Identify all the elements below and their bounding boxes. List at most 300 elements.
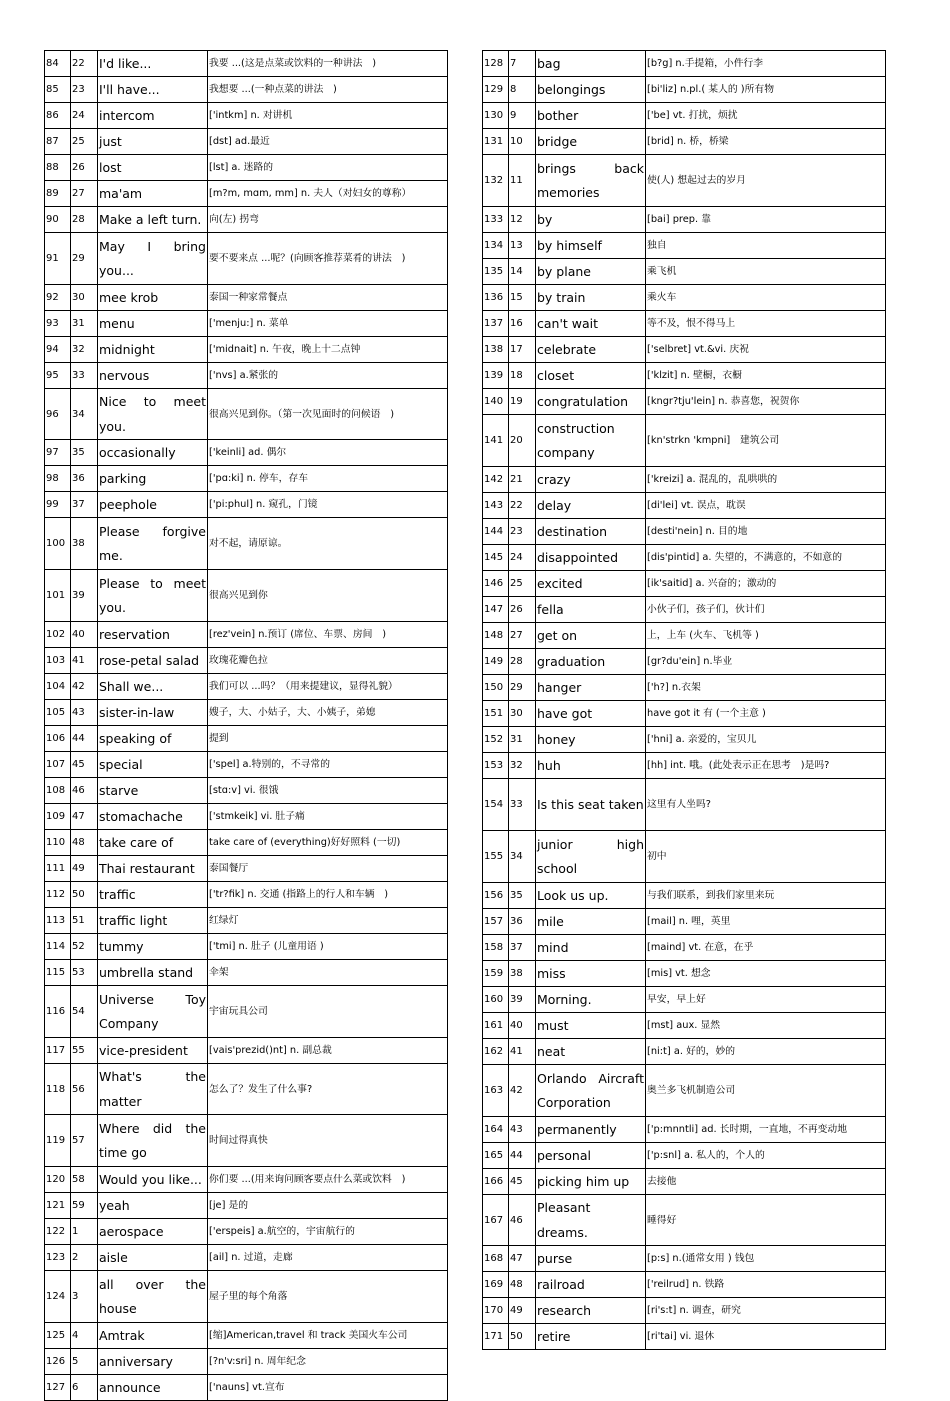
unit-number: 49 [509,1298,536,1324]
vocab-definition: 要不要来点 ...呢？(向顾客推荐菜肴的讲法 ) [208,233,448,285]
vocab-word: bridge [536,129,646,155]
row-number: 84 [45,51,71,77]
vocab-definition: [stɑ:v] vi. 很饿 [208,778,448,804]
vocab-row [483,545,886,571]
vocab-word: midnight [98,337,208,363]
row-number: 130 [483,103,509,129]
vocab-row [483,779,886,831]
vocab-definition: [bi'liz] n.pl.( 某人的 )所有物 [646,77,886,103]
vocab-row [45,856,448,882]
unit-number: 50 [509,1324,536,1350]
vocab-word: umbrella stand [98,960,208,986]
row-number: 131 [483,129,509,155]
vocab-word: retire [536,1324,646,1350]
vocab-word: Morning. [536,987,646,1013]
vocab-definition: 上，上车 (火车、飞机等 ) [646,623,886,649]
vocab-word: graduation [536,649,646,675]
vocab-row [483,1117,886,1143]
vocab-definition: [p:s] n.(通常女用 ) 钱包 [646,1246,886,1272]
row-number: 85 [45,77,71,103]
row-number: 152 [483,727,509,753]
vocab-row [45,726,448,752]
vocab-word: menu [98,311,208,337]
vocab-word: Universe Toy Company [98,986,208,1038]
vocab-definition: [ail] n. 过道，走廊 [208,1245,448,1271]
vocab-definition: 小伙子们，孩子们，伙计们 [646,597,886,623]
row-number: 127 [45,1375,71,1401]
row-number: 138 [483,337,509,363]
vocab-definition: [gr?du'ein] n.毕业 [646,649,886,675]
vocab-row [483,1272,886,1298]
unit-number: 31 [71,311,98,337]
unit-number: 42 [509,1065,536,1117]
row-number: 155 [483,831,509,883]
row-number: 101 [45,570,71,622]
unit-number: 54 [71,986,98,1038]
vocab-definition: ['klzit] n. 壁橱，衣橱 [646,363,886,389]
vocab-row [45,77,448,103]
unit-number: 37 [71,492,98,518]
unit-number: 30 [509,701,536,727]
row-number: 95 [45,363,71,389]
vocab-row [45,622,448,648]
vocab-row [483,51,886,77]
row-number: 119 [45,1115,71,1167]
unit-number: 15 [509,285,536,311]
unit-number: 40 [71,622,98,648]
vocab-definition: ['p:mnntli] ad. 长时期，一直地，不再变动地 [646,1117,886,1143]
unit-number: 9 [509,103,536,129]
vocab-row [45,155,448,181]
row-number: 161 [483,1013,509,1039]
vocab-definition: ['pi:phul] n. 窥孔，门镜 [208,492,448,518]
row-number: 133 [483,207,509,233]
vocab-definition: [maind] vt. 在意，在乎 [646,935,886,961]
row-number: 124 [45,1271,71,1323]
vocab-definition: [desti'nein] n. 目的地 [646,519,886,545]
vocab-row [45,700,448,726]
vocab-word: reservation [98,622,208,648]
vocab-word: celebrate [536,337,646,363]
vocab-word: Look us up. [536,883,646,909]
row-number: 148 [483,623,509,649]
vocab-word: excited [536,571,646,597]
vocab-word: personal [536,1143,646,1169]
vocab-row [483,909,886,935]
vocab-row [483,935,886,961]
vocab-row [45,908,448,934]
row-number: 118 [45,1064,71,1115]
vocab-row [45,804,448,830]
row-number: 100 [45,518,71,570]
row-number: 116 [45,986,71,1038]
vocab-word: Make a left turn. [98,207,208,233]
row-number: 137 [483,311,509,337]
vocab-word: bag [536,51,646,77]
vocab-word: brings back memories [536,155,646,207]
unit-number: 26 [509,597,536,623]
vocab-definition: [brid] n. 桥，桥梁 [646,129,886,155]
vocab-word: Please forgive me. [98,518,208,570]
vocab-word: occasionally [98,440,208,466]
unit-number: 50 [71,882,98,908]
unit-number: 46 [509,1195,536,1246]
row-number: 147 [483,597,509,623]
unit-number: 58 [71,1167,98,1193]
vocab-word: anniversary [98,1349,208,1375]
vocab-row [45,778,448,804]
vocab-word: bother [536,103,646,129]
vocab-row [483,597,886,623]
vocab-definition: ['be] vt. 打扰，烦扰 [646,103,886,129]
unit-number: 7 [509,51,536,77]
row-number: 136 [483,285,509,311]
vocab-definition: 嫂子，大、小姑子，大、小姨子，弟媳 [208,700,448,726]
unit-number: 8 [509,77,536,103]
vocab-definition: ['pɑ:ki] n. 停车，存车 [208,466,448,492]
unit-number: 41 [71,648,98,674]
vocab-definition: [mail] n. 哩，英里 [646,909,886,935]
vocab-definition: 奥兰多飞机制造公司 [646,1065,886,1117]
row-number: 110 [45,830,71,856]
vocab-row [483,103,886,129]
vocab-word: by [536,207,646,233]
vocab-definition: [je] 是的 [208,1193,448,1219]
vocab-definition: [dst] ad.最近 [208,129,448,155]
unit-number: 57 [71,1115,98,1167]
vocab-definition: 使(人) 想起过去的岁月 [646,155,886,207]
row-number: 156 [483,883,509,909]
vocab-definition: 与我们联系，到我们家里来玩 [646,883,886,909]
vocab-row [483,259,886,285]
row-number: 166 [483,1169,509,1195]
row-number: 106 [45,726,71,752]
vocab-word: junior high school [536,831,646,883]
vocab-definition: [dis'pintid] a. 失望的，不满意的，不如意的 [646,545,886,571]
row-number: 163 [483,1065,509,1117]
vocab-definition: 宇宙玩具公司 [208,986,448,1038]
unit-number: 44 [509,1143,536,1169]
vocab-row [45,570,448,622]
unit-number: 23 [71,77,98,103]
row-number: 129 [483,77,509,103]
vocab-word: mee krob [98,285,208,311]
unit-number: 32 [71,337,98,363]
unit-number: 19 [509,389,536,415]
vocab-word: traffic light [98,908,208,934]
row-number: 144 [483,519,509,545]
unit-number: 52 [71,934,98,960]
unit-number: 46 [71,778,98,804]
unit-number: 35 [71,440,98,466]
vocab-word: closet [536,363,646,389]
row-number: 108 [45,778,71,804]
unit-number: 17 [509,337,536,363]
unit-number: 39 [71,570,98,622]
vocab-word: honey [536,727,646,753]
row-number: 107 [45,752,71,778]
unit-number: 36 [509,909,536,935]
unit-number: 22 [71,51,98,77]
row-number: 97 [45,440,71,466]
row-number: 115 [45,960,71,986]
vocab-word: congratulation [536,389,646,415]
unit-number: 45 [509,1169,536,1195]
vocab-row [45,1271,448,1323]
vocab-row [483,1246,886,1272]
vocab-word: I'll have... [98,77,208,103]
unit-number: 38 [509,961,536,987]
vocab-row [45,1064,448,1115]
vocab-definition: 我要 ...(这是点菜或饮料的一种讲法 ) [208,51,448,77]
vocab-definition: [kn'strkn 'kmpni] 建筑公司 [646,415,886,467]
unit-number: 39 [509,987,536,1013]
vocab-word: just [98,129,208,155]
vocab-row [45,882,448,908]
unit-number: 43 [509,1117,536,1143]
vocab-definition: [ri'tai] vi. 退休 [646,1324,886,1350]
row-number: 98 [45,466,71,492]
vocab-definition: ['keinli] ad. 偶尔 [208,440,448,466]
vocab-word: Nice to meet you. [98,389,208,440]
row-number: 104 [45,674,71,700]
row-number: 120 [45,1167,71,1193]
unit-number: 13 [509,233,536,259]
vocab-definition: 时间过得真快 [208,1115,448,1167]
vocab-row [45,1115,448,1167]
vocab-word: all over the house [98,1271,208,1323]
vocab-row [45,1193,448,1219]
vocab-row [483,155,886,207]
row-number: 154 [483,779,509,831]
unit-number: 45 [71,752,98,778]
vocab-word: What's the matter [98,1064,208,1115]
vocab-row [45,389,448,440]
vocab-definition: [缩]American,travel 和 track 美国火车公司 [208,1323,448,1349]
vocab-row [483,1169,886,1195]
row-number: 162 [483,1039,509,1065]
vocab-row [483,207,886,233]
vocab-definition: [ni:t] a. 好的，妙的 [646,1039,886,1065]
unit-number: 27 [509,623,536,649]
vocab-word: get on [536,623,646,649]
vocab-definition: 你们要 ...(用来询问顾客要点什么菜或饮料 ) [208,1167,448,1193]
vocab-row [483,1039,886,1065]
unit-number: 28 [509,649,536,675]
vocab-definition: 泰国餐厅 [208,856,448,882]
row-number: 90 [45,207,71,233]
vocab-word: vice-president [98,1038,208,1064]
row-number: 132 [483,155,509,207]
vocab-definition: 很高兴见到你 [208,570,448,622]
vocab-definition: 独自 [646,233,886,259]
vocab-row [483,1298,886,1324]
vocab-word: intercom [98,103,208,129]
vocab-row [483,467,886,493]
unit-number: 37 [509,935,536,961]
unit-number: 2 [71,1245,98,1271]
unit-number: 43 [71,700,98,726]
row-number: 165 [483,1143,509,1169]
vocab-definition: [ik'saitid] a. 兴奋的；激动的 [646,571,886,597]
vocab-definition: 提到 [208,726,448,752]
vocab-row [45,1245,448,1271]
vocab-table-left [44,50,448,1401]
row-number: 128 [483,51,509,77]
vocab-row [483,519,886,545]
unit-number: 1 [71,1219,98,1245]
vocab-row [483,1195,886,1246]
vocab-row [45,1375,448,1401]
vocab-definition: [mis] vt. 想念 [646,961,886,987]
vocab-row [483,831,886,883]
vocab-word: construction company [536,415,646,467]
unit-number: 47 [509,1246,536,1272]
vocab-row [45,674,448,700]
unit-number: 5 [71,1349,98,1375]
unit-number: 33 [71,363,98,389]
unit-number: 38 [71,518,98,570]
unit-number: 35 [509,883,536,909]
vocab-row [483,337,886,363]
vocab-word: speaking of [98,726,208,752]
vocab-definition: 乘飞机 [646,259,886,285]
row-number: 139 [483,363,509,389]
unit-number: 55 [71,1038,98,1064]
vocab-word: announce [98,1375,208,1401]
vocab-row [483,363,886,389]
unit-number: 27 [71,181,98,207]
row-number: 145 [483,545,509,571]
vocab-definition: take care of (everything)好好照料 (一切) [208,830,448,856]
vocab-word: Thai restaurant [98,856,208,882]
vocab-word: Would you like... [98,1167,208,1193]
vocab-word: picking him up [536,1169,646,1195]
vocab-definition: ['erspeis] a.航空的，宇宙航行的 [208,1219,448,1245]
unit-number: 10 [509,129,536,155]
vocab-definition: 红绿灯 [208,908,448,934]
vocab-row [45,1219,448,1245]
row-number: 96 [45,389,71,440]
vocab-word: aisle [98,1245,208,1271]
row-number: 134 [483,233,509,259]
row-number: 91 [45,233,71,285]
row-number: 103 [45,648,71,674]
vocab-word: huh [536,753,646,779]
vocab-definition: ['hni] a. 亲爱的，宝贝儿 [646,727,886,753]
unit-number: 25 [509,571,536,597]
row-number: 164 [483,1117,509,1143]
row-number: 114 [45,934,71,960]
unit-number: 12 [509,207,536,233]
vocab-row [45,311,448,337]
row-number: 150 [483,675,509,701]
row-number: 87 [45,129,71,155]
vocab-row [483,675,886,701]
vocab-definition: ['menju:] n. 菜单 [208,311,448,337]
vocab-row [45,466,448,492]
row-number: 151 [483,701,509,727]
unit-number: 18 [509,363,536,389]
vocab-word: rose-petal salad [98,648,208,674]
vocab-definition: 乘火车 [646,285,886,311]
vocab-word: mind [536,935,646,961]
vocab-word: Please to meet you. [98,570,208,622]
vocab-table-body [483,51,886,1350]
unit-number: 4 [71,1323,98,1349]
unit-number: 16 [509,311,536,337]
unit-number: 25 [71,129,98,155]
vocab-definition: 屋子里的每个角落 [208,1271,448,1323]
vocab-row [483,129,886,155]
vocab-word: special [98,752,208,778]
row-number: 111 [45,856,71,882]
vocab-definition: ['intkm] n. 对讲机 [208,103,448,129]
row-number: 167 [483,1195,509,1246]
vocab-word: sister-in-law [98,700,208,726]
vocab-word: destination [536,519,646,545]
unit-number: 6 [71,1375,98,1401]
unit-number: 22 [509,493,536,519]
vocab-row [483,77,886,103]
row-number: 140 [483,389,509,415]
row-number: 89 [45,181,71,207]
vocab-definition: 怎么了？发生了什么事? [208,1064,448,1115]
row-number: 160 [483,987,509,1013]
unit-number: 49 [71,856,98,882]
vocab-word: permanently [536,1117,646,1143]
vocab-definition: [m?m, mɑm, mm] n. 夫人（对妇女的尊称） [208,181,448,207]
vocab-word: parking [98,466,208,492]
vocab-row [45,960,448,986]
vocab-definition: [mst] aux. 显然 [646,1013,886,1039]
vocab-row [45,233,448,285]
vocab-word: fella [536,597,646,623]
row-number: 158 [483,935,509,961]
row-number: 92 [45,285,71,311]
vocab-row [45,1038,448,1064]
vocab-word: belongings [536,77,646,103]
row-number: 109 [45,804,71,830]
vocab-word: aerospace [98,1219,208,1245]
vocab-row [483,987,886,1013]
row-number: 141 [483,415,509,467]
vocab-row [483,1013,886,1039]
vocab-row [45,207,448,233]
vocab-word: yeah [98,1193,208,1219]
vocab-row [483,311,886,337]
vocab-definition: ['selbret] vt.&vi. 庆祝 [646,337,886,363]
vocab-word: take care of [98,830,208,856]
unit-number: 51 [71,908,98,934]
vocab-word: tummy [98,934,208,960]
row-number: 88 [45,155,71,181]
vocab-definition: 我想要 ...(一种点菜的讲法 ) [208,77,448,103]
unit-number: 56 [71,1064,98,1115]
row-number: 123 [45,1245,71,1271]
vocab-definition: ['p:snl] a. 私人的，个人的 [646,1143,886,1169]
vocab-table-right [482,50,886,1350]
vocab-word: Amtrak [98,1323,208,1349]
vocab-word: nervous [98,363,208,389]
vocab-word: railroad [536,1272,646,1298]
vocab-row [45,440,448,466]
vocab-word: peephole [98,492,208,518]
unit-number: 34 [509,831,536,883]
vocab-row [483,285,886,311]
unit-number: 41 [509,1039,536,1065]
unit-number: 11 [509,155,536,207]
